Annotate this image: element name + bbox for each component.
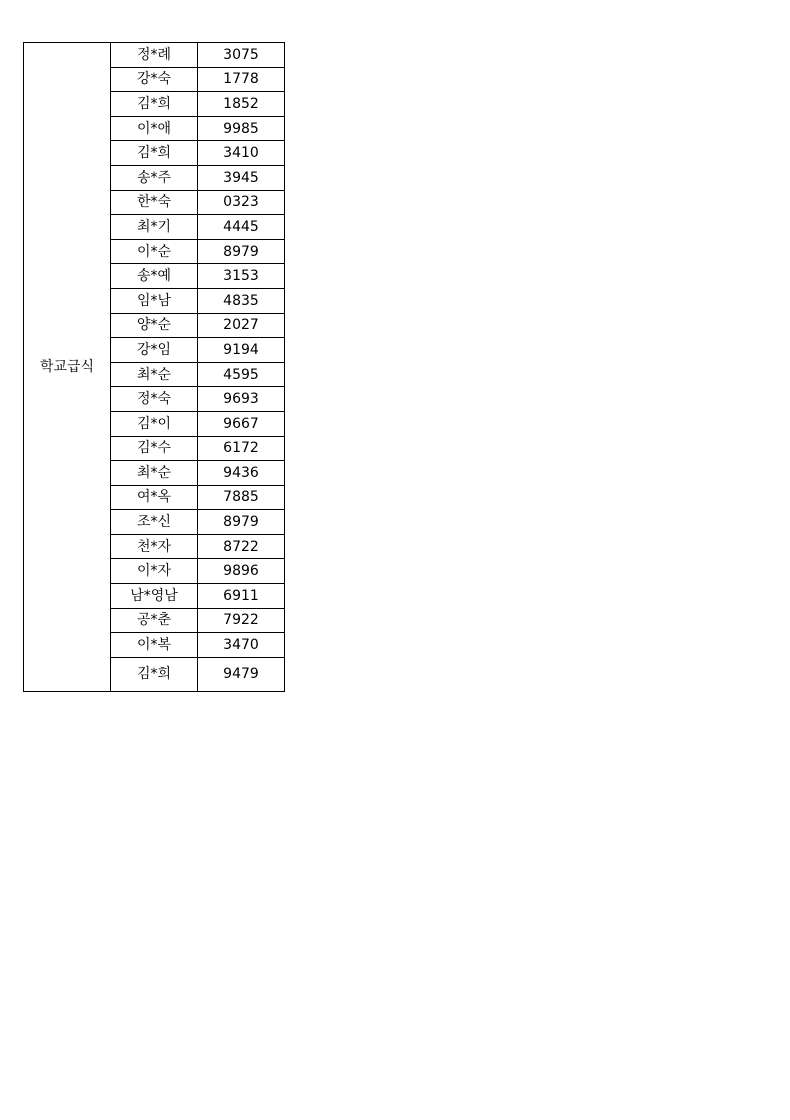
code-cell: 9985 [198, 116, 285, 141]
code-cell: 9693 [198, 387, 285, 412]
code-cell: 3945 [198, 165, 285, 190]
code-cell: 3410 [198, 141, 285, 166]
name-cell: 송*주 [111, 165, 198, 190]
name-cell: 강*임 [111, 338, 198, 363]
code-cell: 8979 [198, 239, 285, 264]
name-cell: 김*이 [111, 411, 198, 436]
name-cell: 이*애 [111, 116, 198, 141]
name-cell: 이*복 [111, 633, 198, 658]
code-cell: 0323 [198, 190, 285, 215]
code-cell: 9667 [198, 411, 285, 436]
category-cell: 학교급식 [24, 43, 111, 692]
name-cell: 김*희 [111, 657, 198, 691]
code-cell: 9896 [198, 559, 285, 584]
code-cell: 3470 [198, 633, 285, 658]
code-cell: 1852 [198, 92, 285, 117]
roster-body [24, 43, 285, 692]
roster-table [23, 42, 285, 692]
name-cell: 정*례 [111, 43, 198, 68]
name-cell: 공*춘 [111, 608, 198, 633]
name-cell: 양*순 [111, 313, 198, 338]
name-cell: 천*자 [111, 534, 198, 559]
name-cell: 여*옥 [111, 485, 198, 510]
name-cell: 송*예 [111, 264, 198, 289]
code-cell: 4445 [198, 215, 285, 240]
name-cell: 조*신 [111, 510, 198, 535]
code-cell: 8722 [198, 534, 285, 559]
name-cell: 김*희 [111, 141, 198, 166]
name-cell: 최*순 [111, 362, 198, 387]
name-cell: 최*기 [111, 215, 198, 240]
code-cell: 3153 [198, 264, 285, 289]
name-cell: 김*희 [111, 92, 198, 117]
name-cell: 임*남 [111, 288, 198, 313]
code-cell: 6172 [198, 436, 285, 461]
name-cell: 강*숙 [111, 67, 198, 92]
code-cell: 2027 [198, 313, 285, 338]
name-cell: 한*숙 [111, 190, 198, 215]
name-cell: 이*순 [111, 239, 198, 264]
code-cell: 6911 [198, 584, 285, 609]
name-cell: 남*영남 [111, 584, 198, 609]
code-cell: 9194 [198, 338, 285, 363]
code-cell: 4595 [198, 362, 285, 387]
table-row [24, 43, 285, 68]
code-cell: 8979 [198, 510, 285, 535]
name-cell: 정*숙 [111, 387, 198, 412]
name-cell: 이*자 [111, 559, 198, 584]
code-cell: 9436 [198, 461, 285, 486]
code-cell: 4835 [198, 288, 285, 313]
code-cell: 7922 [198, 608, 285, 633]
code-cell: 1778 [198, 67, 285, 92]
name-cell: 김*수 [111, 436, 198, 461]
code-cell: 7885 [198, 485, 285, 510]
name-cell: 최*순 [111, 461, 198, 486]
code-cell: 3075 [198, 43, 285, 68]
code-cell: 9479 [198, 657, 285, 691]
